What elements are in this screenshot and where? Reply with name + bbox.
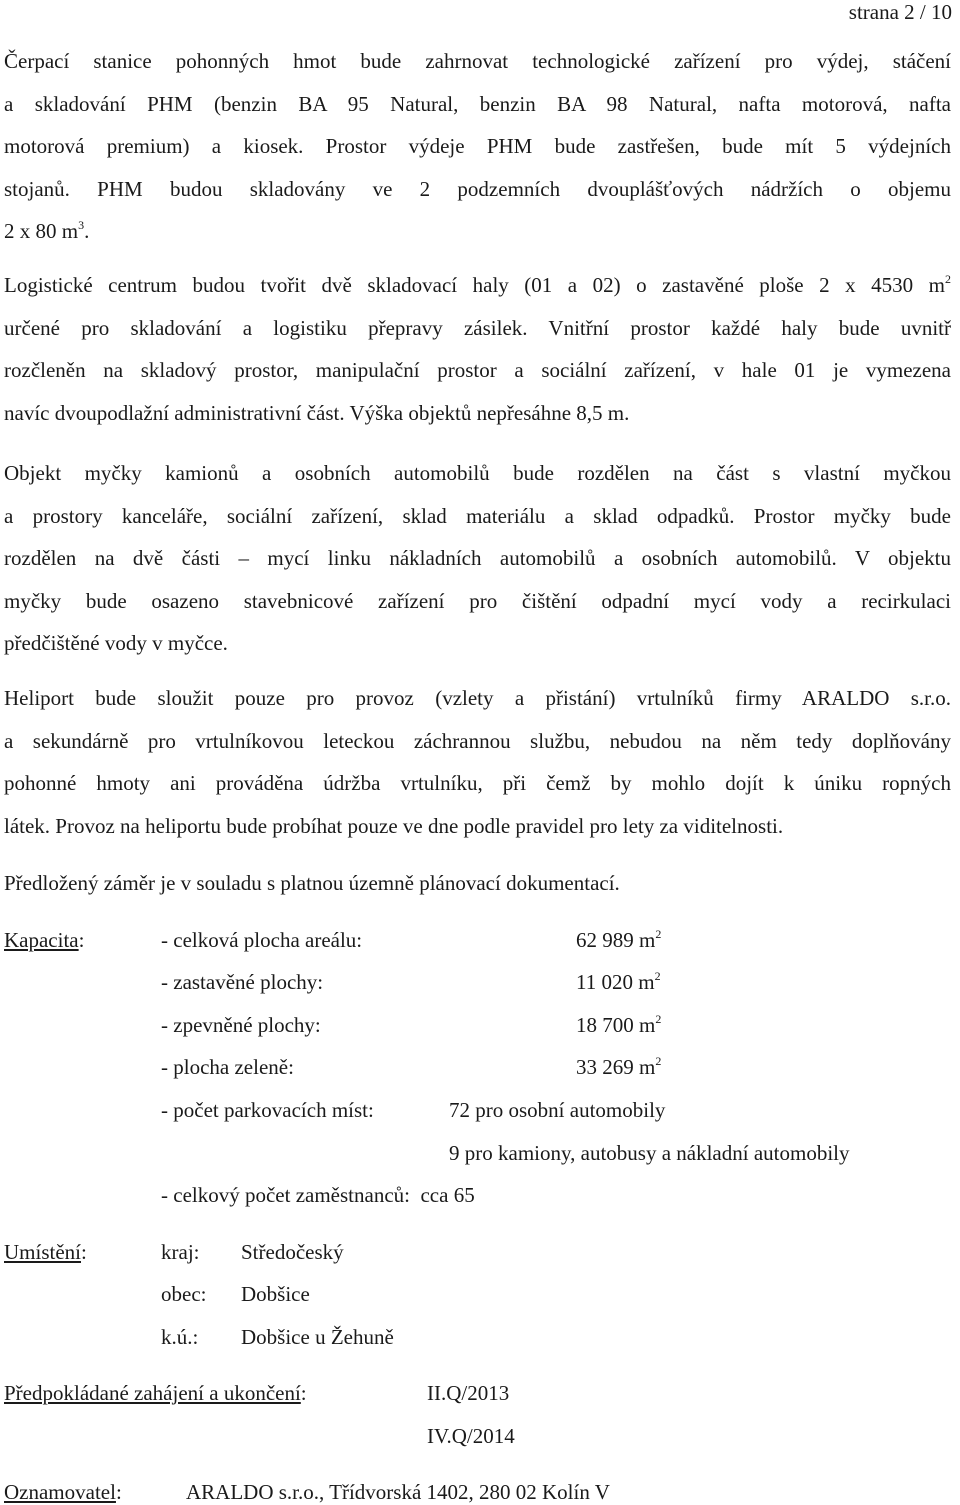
schedule-start: II.Q/2013 — [427, 1381, 510, 1405]
paragraph-fuel-station — [4, 40, 951, 253]
parking-value: 72 pro osobní automobily — [449, 1098, 666, 1122]
text-line: a sekundárně pro vrtulníkovou leteckou záchrannou službu, nebudou na něm tedy doplňovány — [4, 728, 951, 753]
superscript: 2 — [655, 1012, 662, 1026]
text-line — [4, 210, 951, 253]
kapacita-colon: : — [78, 928, 85, 952]
text-line: Heliport bude sloužit pouze pro provoz (vzlety a přistání) vrtulníků firmy ARALDO s.r.o. — [4, 686, 951, 710]
umisteni-heading — [4, 1240, 87, 1264]
schedule-end: IV.Q/2014 — [427, 1424, 515, 1448]
text-line: motorová premium) a kiosek. Prostor výdeje PHM bude zastřešen, bude mít 5 výdejních — [4, 134, 951, 158]
location-label: k.ú.: — [161, 1325, 199, 1349]
kapacita-heading — [4, 928, 84, 952]
superscript: 2 — [945, 272, 951, 286]
text-fragment: Logistické centrum budou tvořit dvě skladovací haly (01 a 02) o zastavěné ploše 2 x 4530 m — [4, 273, 945, 297]
text-line: a prostory kanceláře, sociální zařízení, sklad materiálu a sklad odpadků. Prostor myčky bude — [4, 503, 951, 528]
text-line: pohonné hmoty ani prováděna údržba vrtulníku, při čemž by mohlo dojít k úniku ropných — [4, 771, 951, 795]
notifier-heading — [4, 1480, 122, 1504]
text-line: rozdělen na dvě části – mycí linku nákladních automobilů a osobních automobilů. V objektu — [4, 546, 951, 570]
capacity-item-label: - zpevněné plochy: — [161, 1013, 321, 1037]
paragraph-compliance — [4, 862, 951, 905]
page-number: strana 2 / 10 — [848, 0, 952, 24]
location-value: Středočeský — [241, 1240, 344, 1264]
superscript: 2 — [654, 969, 661, 983]
text-line: a skladování PHM (benzin BA 95 Natural, benzin BA 98 Natural, nafta motorová, nafta — [4, 91, 951, 116]
employees-label: - celkový počet zaměstnanců: — [161, 1183, 410, 1207]
location-value: Dobšice — [241, 1282, 310, 1306]
text-line: stojanů. PHM budou skladovány ve 2 podzemních dvouplášťových nádržích o objemu — [4, 176, 951, 201]
superscript: 2 — [655, 927, 662, 941]
text-line: Čerpací stanice pohonných hmot bude zahrnovat technologické zařízení pro výdej, stáčení — [4, 49, 951, 73]
value-text: 18 700 m — [576, 1013, 656, 1037]
paragraph-truck-wash — [4, 452, 951, 665]
text-fragment: 2 x 80 m — [4, 219, 79, 243]
employees-row — [161, 1183, 475, 1207]
text-line — [4, 264, 951, 307]
capacity-item-value — [576, 970, 661, 994]
employees-value: cca 65 — [420, 1183, 475, 1207]
text-line: rozčleněn na skladový prostor, manipulační prostor a sociální zařízení, v hale 01 je vymezena — [4, 358, 951, 382]
notifier-label: Oznamovatel — [4, 1480, 116, 1504]
parking-label: - počet parkovacích míst: — [161, 1098, 374, 1122]
text-line: navíc dvoupodlažní administrativní část. Výška objektů nepřesáhne 8,5 m. — [4, 400, 630, 425]
schedule-label: Předpokládané zahájení a ukončení — [4, 1381, 301, 1405]
location-label: kraj: — [161, 1240, 200, 1264]
schedule-colon: : — [300, 1381, 307, 1405]
capacity-item-label: - plocha zeleně: — [161, 1055, 294, 1079]
capacity-item-label: - zastavěné plochy: — [161, 970, 324, 994]
text-line: určené pro skladování a logistiku přepravy zásilek. Vnitřní prostor každé haly bude uvnitř — [4, 315, 951, 340]
location-label: obec: — [161, 1282, 207, 1306]
text-line: myčky bude osazeno stavebnicové zařízení pro čištění odpadní mycí vody a recirkulaci — [4, 588, 951, 613]
text-line: látek. Provoz na heliportu bude probíhat pouze ve dne podle pravidel pro lety za viditelnosti. — [4, 813, 784, 838]
umisteni-label: Umístění — [4, 1240, 81, 1264]
text-line: Předložený záměr je v souladu s platnou územně plánovací dokumentací. — [4, 871, 620, 895]
capacity-item-value — [576, 928, 661, 952]
capacity-item-label: - celková plocha areálu: — [161, 928, 363, 952]
text-fragment: . — [84, 219, 90, 243]
paragraph-heliport — [4, 677, 951, 847]
location-value: Dobšice u Žehuně — [241, 1325, 394, 1349]
text-line: Objekt myčky kamionů a osobních automobilů bude rozdělen na část s vlastní myčkou — [4, 461, 951, 485]
superscript: 3 — [78, 218, 85, 232]
parking-value: 9 pro kamiony, autobusy a nákladní automobily — [449, 1141, 850, 1165]
value-text: 62 989 m — [576, 928, 656, 952]
paragraph-logistics-center — [4, 264, 951, 434]
value-text: 11 020 m — [576, 970, 655, 994]
superscript: 2 — [655, 1054, 662, 1068]
kapacita-label: Kapacita — [4, 928, 79, 952]
notifier-colon: : — [115, 1480, 122, 1504]
umisteni-colon: : — [81, 1240, 87, 1264]
schedule-heading — [4, 1381, 307, 1405]
capacity-item-value — [576, 1013, 661, 1037]
notifier-value: ARALDO s.r.o., Třídvorská 1402, 280 02 Kolín V — [186, 1480, 610, 1504]
text-line: předčištěné vody v myčce. — [4, 631, 228, 655]
capacity-item-value — [576, 1055, 661, 1079]
value-text: 33 269 m — [576, 1055, 656, 1079]
